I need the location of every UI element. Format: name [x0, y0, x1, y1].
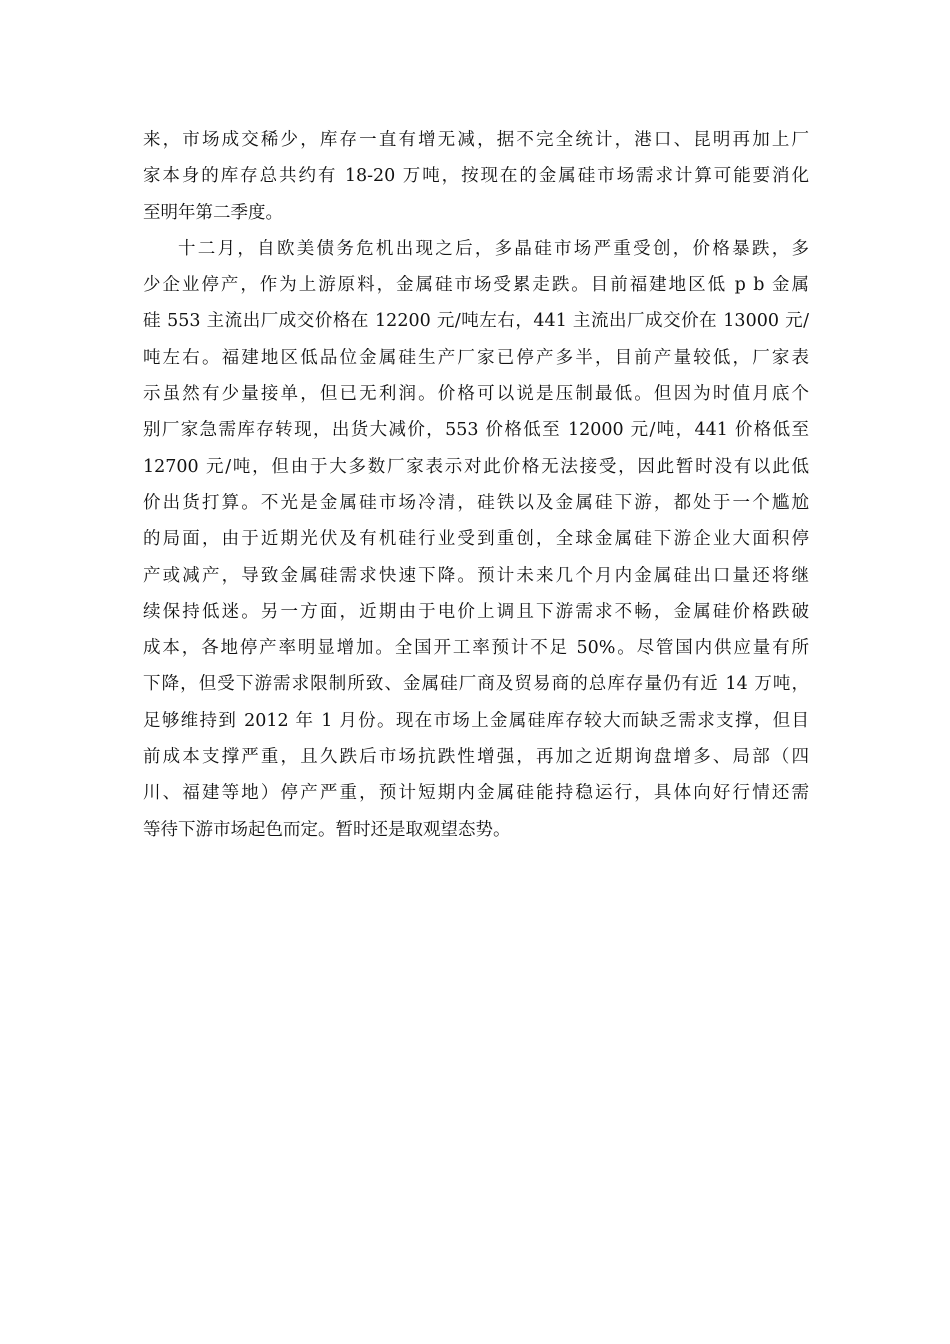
text-line: 足够维持到 2012 年 1 月份。现在市场上金属硅库存较大而缺乏需求支撑，但目: [143, 710, 809, 731]
text-line: 硅 553 主流出厂成交价格在 12200 元/吨左右，441 主流出厂成交价在 13000 元/: [143, 311, 809, 332]
text-line: 12700 元/吨，但由于大多数厂家表示对此价格无法接受，因此暂时没有以此低: [143, 456, 809, 477]
text-line: 续保持低迷。另一方面，近期由于电价上调且下游需求不畅，金属硅价格跌破: [143, 601, 809, 622]
text-line: 少企业停产，作为上游原料，金属硅市场受累走跌。目前福建地区低 p b 金属: [143, 275, 809, 296]
text-line: 价出货打算。不光是金属硅市场冷清，硅铁以及金属硅下游，都处于一个尴尬: [143, 492, 809, 513]
text-line: 家本身的库存总共约有 18-20 万吨，按现在的金属硅市场需求计算可能要消化: [143, 166, 809, 187]
text-line: 产或减产，导致金属硅需求快速下降。预计未来几个月内金属硅出口量还将继: [143, 565, 809, 586]
text-line: 示虽然有少量接单，但已无利润。价格可以说是压制最低。但因为时值月底个: [143, 384, 809, 405]
paragraph-2: [143, 231, 809, 848]
text-line: 等待下游市场起色而定。暂时还是取观望态势。: [143, 819, 511, 840]
text-line: 吨左右。福建地区低品位金属硅生产厂家已停产多半，目前产量较低，厂家表: [143, 347, 809, 368]
paragraph-1: [143, 122, 809, 231]
text-line: 至明年第二季度。: [143, 202, 283, 223]
text-line: 前成本支撑严重，且久跌后市场抗跌性增强，再加之近期询盘增多、局部（四: [143, 747, 809, 768]
text-line: 十二月，自欧美债务危机出现之后，多晶硅市场严重受创，价格暴跌，多: [178, 238, 809, 259]
text-line: 的局面，由于近期光伏及有机硅行业受到重创，全球金属硅下游企业大面积停: [143, 529, 809, 550]
document-body: [143, 122, 809, 848]
text-line: 别厂家急需库存转现，出货大减价，553 价格低至 12000 元/吨，441 价格低至: [143, 420, 809, 441]
text-line: 成本，各地停产率明显增加。全国开工率预计不足 50%。尽管国内供应量有所: [143, 638, 809, 659]
text-line: 川、福建等地）停产严重，预计短期内金属硅能持稳运行，具体向好行情还需: [143, 783, 809, 804]
text-line: 来，市场成交稀少，库存一直有增无减，据不完全统计，港口、昆明再加上厂: [143, 130, 809, 150]
text-line: 下降，但受下游需求限制所致、金属硅厂商及贸易商的总库存量仍有近 14 万吨，: [143, 674, 809, 695]
